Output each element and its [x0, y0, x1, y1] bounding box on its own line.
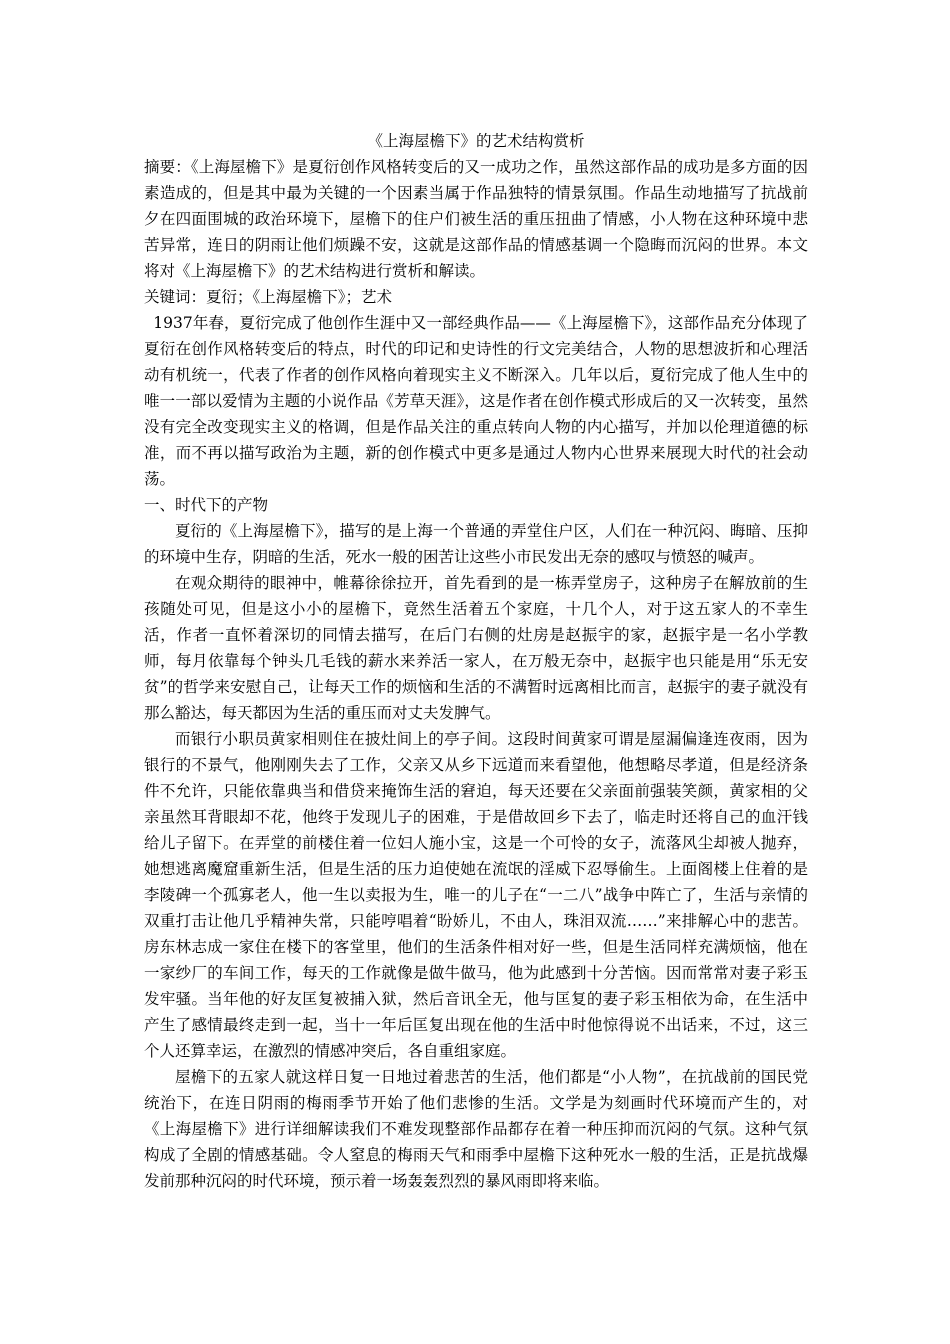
- document-title: 《上海屋檐下》的艺术结构赏析: [367, 132, 585, 150]
- keywords-line: 关键词：夏衍；《上海屋檐下》；艺术: [144, 288, 393, 306]
- document-page: [144, 128, 808, 1194]
- body-paragraph-2: 在观众期待的眼神中，帷幕徐徐拉开，首先看到的是一栋弄堂房子，这种房子在解放前的生孩随处可见，但是这小小的屋檐下，竟然生活着五个家庭，十几个人，对于这五家人的不幸生活，作者一直怀着深切的同情去描写，在后门右侧的灶房是赵振宇的家，赵振宇是一名小学教师，每月依靠每个钟头几毛钱的薪水来养活一家人，在万般无奈中，赵振宇也只能是用“乐无安贫”的哲学来安慰自己，让每天工作的烦恼和生活的不满暂时远离相比而言，赵振宇的妻子就没有那么豁达，每天都因为生活的重压而对丈夫发脾气。: [144, 574, 808, 722]
- abstract-paragraph: 摘要：《上海屋檐下》是夏衍创作风格转变后的又一成功之作，虽然这部作品的成功是多方面的因素造成的，但是其中最为关键的一个因素当属于作品独特的情景氛围。作品生动地描写了抗战前夕在四面围城的政治环境下，屋檐下的住户们被生活的重压扭曲了情感，小人物在这种环境中悲苦异常，连日的阴雨让他们烦躁不安，这就是这部作品的情感基调一个隐晦而沉闷的世界。本文将对《上海屋檐下》的艺术结构进行赏析和解读。: [144, 158, 808, 280]
- intro-paragraph: 1937年春，夏衍完成了他创作生涯中又一部经典作品——《上海屋檐下》，这部作品充分体现了夏衍在创作风格转变后的特点，时代的印记和史诗性的行文完美结合，人物的思想波折和心理活动有机统一，代表了作者的创作风格向着现实主义不断深入。几年以后，夏衍完成了他人生中的唯一一部以爱情为主题的小说作品《芳草天涯》，这是作者在创作模式形成后的又一次转变，虽然没有完全改变现实主义的格调，但是作品关注的重点转向人物的内心描写，并加以伦理道德的标准，而不再以描写政治为主题，新的创作模式中更多是通过人物内心世界来展现大时代的社会动荡。: [144, 314, 808, 488]
- body-paragraph-1: 夏衍的《上海屋檐下》，描写的是上海一个普通的弄堂住户区，人们在一种沉闷、晦暗、压抑的环境中生存，阴暗的生活，死水一般的困苦让这些小市民发出无奈的感叹与愤怒的喊声。: [144, 522, 808, 566]
- body-paragraph-4: 屋檐下的五家人就这样日复一日地过着悲苦的生活，他们都是“小人物”，在抗战前的国民党统治下，在连日阴雨的梅雨季节开始了他们悲惨的生活。文学是为刻画时代环境而产生的，对《上海屋檐下》进行详细解读我们不难发现整部作品都存在着一种压抑而沉闷的气氛。这种气氛构成了全剧的情感基础。令人窒息的梅雨天气和雨季中屋檐下这种死水一般的生活，正是抗战爆发前那种沉闷的时代环境，预示着一场轰轰烈烈的暴风雨即将来临。: [144, 1068, 808, 1190]
- body-paragraph-3: 而银行小职员黄家相则住在披灶间上的亭子间。这段时间黄家可谓是屋漏偏逢连夜雨，因为银行的不景气，他刚刚失去了工作，父亲又从乡下远道而来看望他，他想略尽孝道，但是经济条件不允许，只能依靠典当和借贷来掩饰生活的窘迫，每天还要在父亲面前强装笑颜，黄家相的父亲虽然耳背眼却不花，他终于发现儿子的困难，于是借故回乡下去了，临走时还将自己的血汗钱给儿子留下。在弄堂的前楼住着一位妇人施小宝，这是一个可怜的女子，流落风尘却被人抛弃，她想逃离魔窟重新生活，但是生活的压力迫使她在流氓的淫威下忍辱偷生。上面阁楼上住着的是李陵碑一个孤寡老人，他一生以卖报为生，唯一的儿子在“一二八”战争中阵亡了，生活与亲情的双重打击让他几乎精神失常，只能哼唱着“盼娇儿，不由人，珠泪双流……”来排解心中的悲苦。房东林志成一家住在楼下的客堂里，他们的生活条件相对好一些，但是生活同样充满烦恼，他在一家纱厂的车间工作，每天的工作就像是做牛做马，他为此感到十分苦恼。因而常常对妻子彩玉发牢骚。当年他的好友匡复被捕入狱，然后音讯全无，他与匡复的妻子彩玉相依为命，在生活中产生了感情最终走到一起，当十一年后匡复出现在他的生活中时他惊得说不出话来，不过，这三个人还算幸运，在激烈的情感冲突后，各自重组家庭。: [144, 730, 808, 1060]
- section-heading: 一、时代下的产物: [144, 496, 269, 514]
